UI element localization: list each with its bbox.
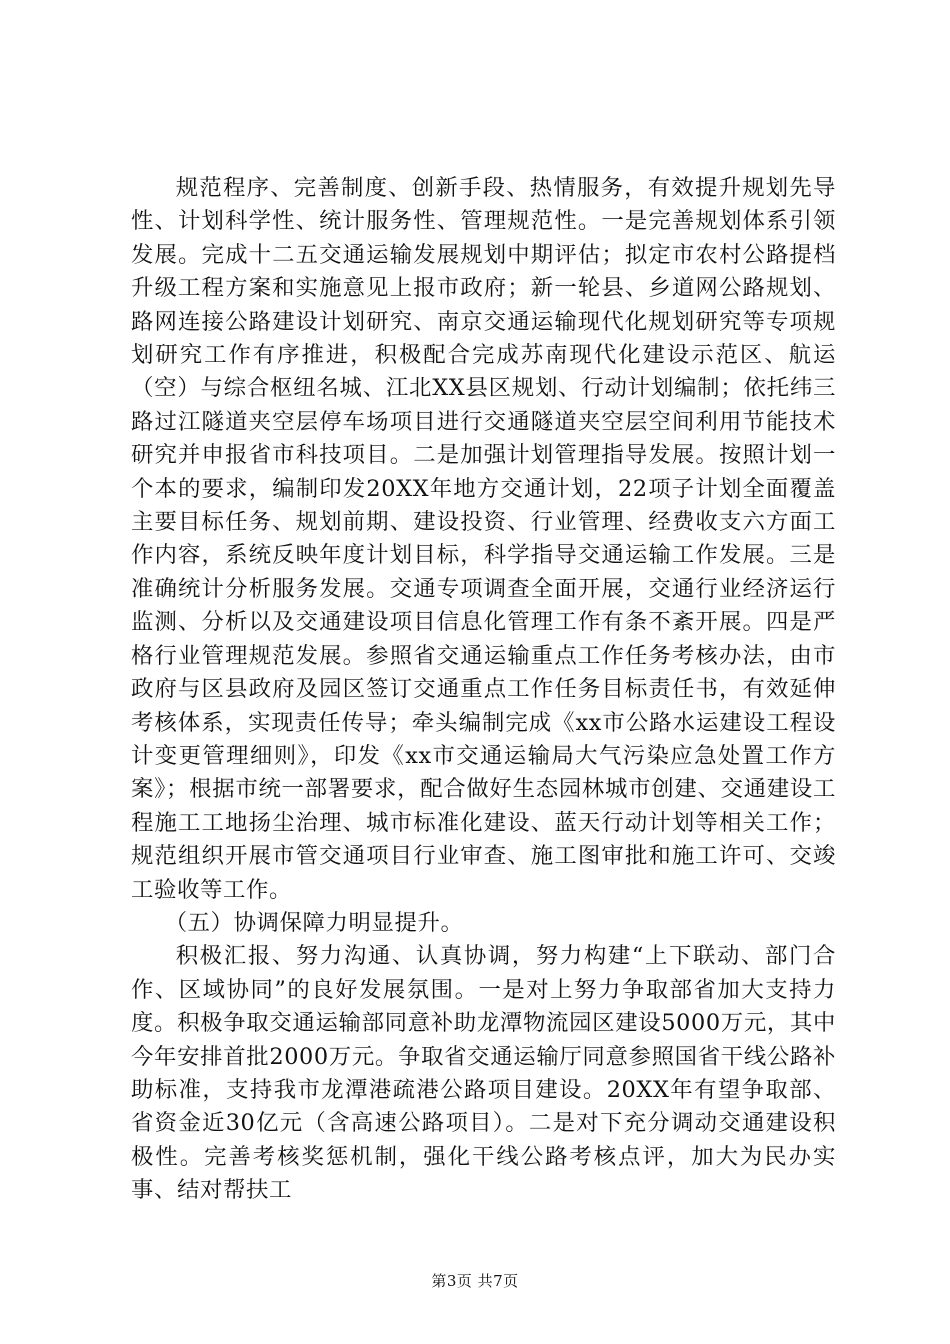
document-body [131,172,836,1208]
section-heading: （五）协调保障力明显提升。 [164,909,464,936]
page-footer: 第3页 共7页 [431,1272,519,1290]
body-paragraph: 积极汇报、努力沟通、认真协调，努力构建“上下联动、部门合作、区域协同”的良好发展氛围。一是对上努力争取部省加大支持力度。积极争取交通运输部同意补助龙潭物流园区建设5000万元，其中今年安排首批2000万元。争取省交通运输厅同意参照国省干线公路补助标准，支持我市龙潭港疏港公路项目建设。20XX年有望争取部、省资金近30亿元（含高速公路项目）。二是对下充分调动交通建设积极性。完善考核奖惩机制，强化干线公路考核点评，加大为民办实事、结对帮扶工 [131,943,836,1204]
body-paragraph: 规范程序、完善制度、创新手段、热情服务，有效提升规划先导性、计划科学性、统计服务性、管理规范性。一是完善规划体系引领发展。完成十二五交通运输发展规划中期评估；拟定市农村公路提档升级工程方案和实施意见上报市政府；新一轮县、乡道网公路规划、路网连接公路建设计划研究、南京交通运输现代化规划研究等专项规划研究工作有序推进，积极配合完成苏南现代化建设示范区、航运（空）与综合枢纽名城、江北XX县区规划、行动计划编制；依托纬三路过江隧道夹空层停车场项目进行交通隧道夹空层空间利用节能技术研究并申报省市科技项目。二是加强计划管理指导发展。按照计划一个本的要求，编制印发20XX年地方交通计划，22项子计划全面覆盖主要目标任务、规划前期、建设投资、行业管理、经费收支六方面工作内容，系统反映年度计划目标，科学指导交通运输工作发展。三是准确统计分析服务发展。交通专项调查全面开展，交通行业经济运行监测、分析以及交通建设项目信息化管理工作有条不紊开展。四是严格行业管理规范发展。参照省交通运输重点工作任务考核办法，由市政府与区县政府及园区签订交通重点工作任务目标责任书，有效延伸考核体系，实现责任传导；牵头编制完成《xx市公路水运建设工程设计变更管理细则》，印发《xx市交通运输局大气污染应急处置工作方案》；根据市统一部署要求，配合做好生态园林城市创建、交通建设工程施工工地扬尘治理、城市标准化建设、蓝天行动计划等相关工作；规范组织开展市管交通项目行业审查、施工图审批和施工许可、交竣工验收等工作。 [131,175,836,903]
